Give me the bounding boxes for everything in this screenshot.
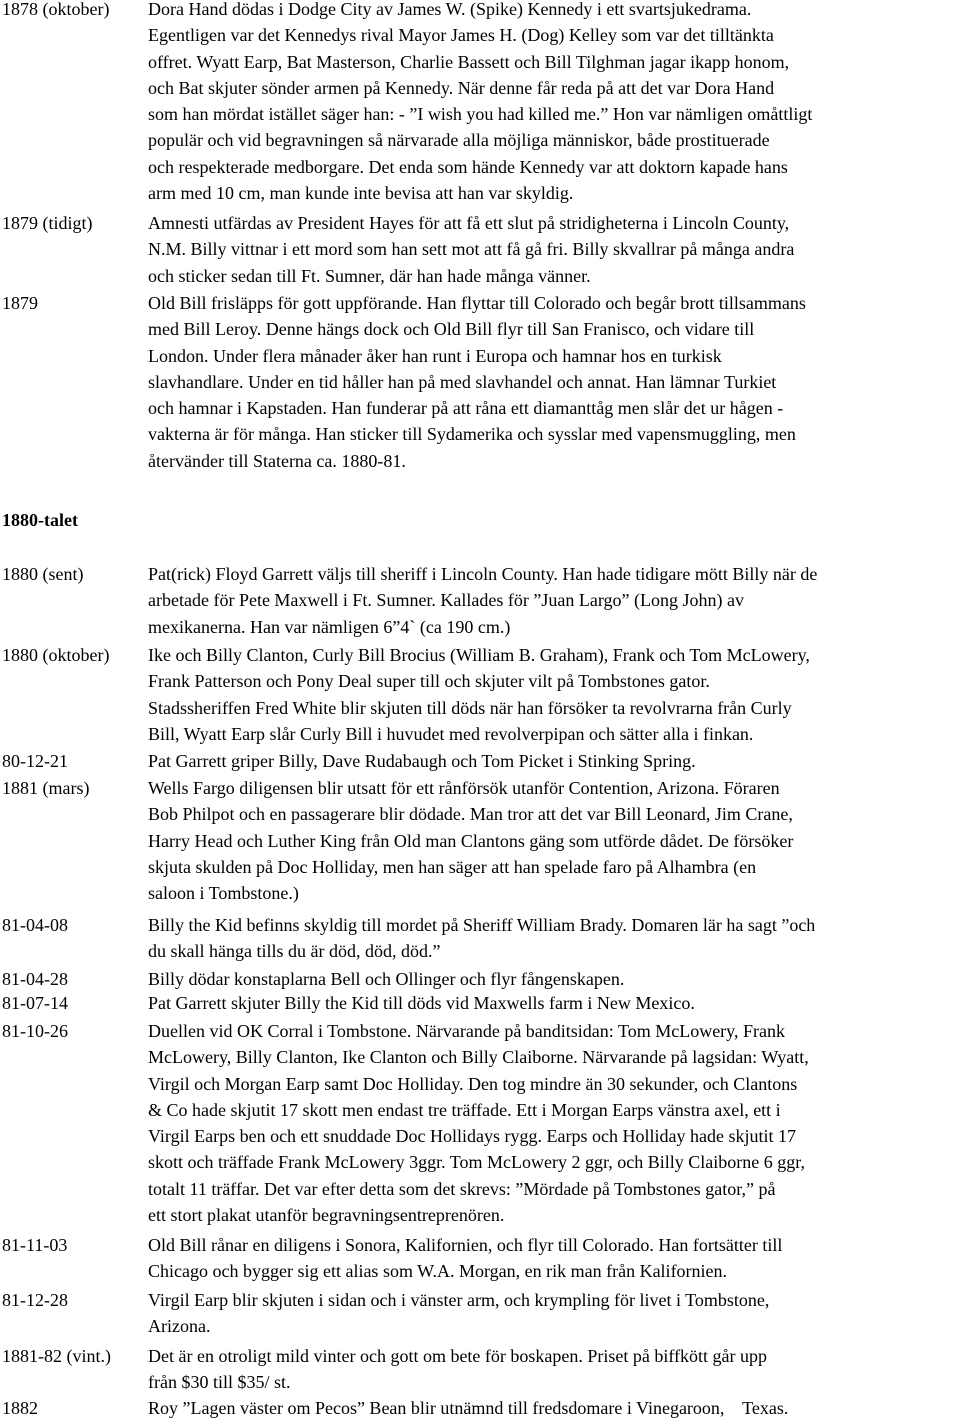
entry-text-line: Dora Hand dödas i Dodge City av James W. (Spike) Kennedy i ett svartsjukedrama.: [148, 0, 752, 19]
entry-text-line: Virgil och Morgan Earp samt Doc Holliday. Den tog mindre än 30 sekunder, och Clantons: [148, 1073, 798, 1094]
timeline-entry: [0, 1232, 960, 1285]
entry-text: [148, 1395, 948, 1421]
timeline-entry: [0, 290, 960, 474]
timeline-entry: [0, 1343, 960, 1396]
entry-text-line: Duellen vid OK Corral i Tombstone. Närvarande på banditsidan: Tom McLowery, Frank: [148, 1021, 786, 1041]
entry-text: [148, 1287, 948, 1340]
entry-date: 1882: [2, 1398, 38, 1418]
entry-text-line: Old Bill frisläpps för gott uppförande. Han flyttar till Colorado och begår brott tillsammans: [148, 293, 806, 313]
entry-text-line: och sticker sedan till Ft. Sumner, där han hade många vänner.: [148, 265, 591, 286]
entry-text-line: Virgil Earp blir skjuten i sidan och i vänster arm, och krympling för livet i Tombstone,: [148, 1290, 770, 1310]
entry-text-line: återvänder till Staterna ca. 1880-81.: [148, 450, 406, 471]
entry-text-line: du skall hänga tills du är död, död, död.”: [148, 941, 441, 962]
entry-text-line: Old Bill rånar en diligens i Sonora, Kalifornien, och flyr till Colorado. Han fortsätter till: [148, 1235, 783, 1255]
timeline-entry: [0, 1287, 960, 1340]
timeline-entry: [0, 966, 960, 992]
entry-date: 1878 (oktober): [2, 0, 110, 19]
entry-text-line: Egentligen var det Kennedys rival Mayor James H. (Dog) Kelley som var det tilltänkta: [148, 25, 774, 46]
entry-date: 1880 (sent): [2, 564, 84, 584]
entry-text: [148, 290, 948, 474]
entry-text-line: Amnesti utfärdas av President Hayes för att få ett slut på stridigheterna i Lincoln County,: [148, 213, 790, 233]
entry-text-line: Pat Garrett skjuter Billy the Kid till döds vid Maxwells farm i New Mexico.: [148, 993, 695, 1013]
entry-text-line: arm med 10 cm, man kunde inte bevisa att han var skyldig.: [148, 183, 574, 204]
entry-text-line: slavhandlare. Under en tid håller han på med slavhandel och annat. Han lämnar Turkiet: [148, 371, 777, 392]
entry-text-line: N.M. Billy vittnar i ett mord som han sett mot att få gå fri. Billy skvallrar på många andra: [148, 239, 795, 260]
entry-text: [148, 775, 948, 906]
timeline-entry: [0, 1395, 960, 1421]
entry-text-line: London. Under flera månader åker han runt i Europa och hamnar hos en turkisk: [148, 345, 722, 366]
entry-date: 80-12-21: [2, 751, 68, 771]
timeline-entry: [0, 210, 960, 289]
timeline-entry: [0, 561, 960, 640]
entry-date: 1881-82 (vint.): [2, 1346, 111, 1366]
entry-text-line: saloon i Tombstone.): [148, 883, 299, 904]
entry-date: 81-10-26: [2, 1021, 68, 1041]
entry-text: [148, 1343, 948, 1396]
entry-text-line: populär och vid begravningen så närvarade alla möjliga människor, både prostituerade: [148, 130, 770, 151]
entry-text-line: ett stort plakat utanför begravningsentreprenören.: [148, 1205, 505, 1226]
entry-text-line: Bill, Wyatt Earp slår Curly Bill i huvudet med revolverpipan och sätter alla i finkan.: [148, 723, 754, 744]
entry-date: 81-04-08: [2, 915, 68, 935]
entry-text: [148, 966, 948, 992]
timeline-entry: [0, 642, 960, 747]
entry-text-line: Pat Garrett griper Billy, Dave Rudabaugh och Tom Picket i Stinking Spring.: [148, 751, 696, 771]
entry-text: [148, 561, 948, 640]
entry-text: [148, 1018, 948, 1228]
entry-text: [148, 990, 948, 1016]
entry-text-line: med Bill Leroy. Denne hängs dock och Old Bill flyr till San Franisco, och vidare till: [148, 319, 755, 340]
timeline-entry: [0, 990, 960, 1016]
entry-text: [148, 642, 948, 747]
entry-text-line: Bob Philpot och en passagerare blir dödade. Man tror att det var Bill Leonard, Jim Crane,: [148, 804, 793, 825]
timeline-entry: [0, 912, 960, 965]
entry-text-line: Chicago och bygger sig ett alias som W.A. Morgan, en rik man från Kalifornien.: [148, 1261, 728, 1282]
entry-text-line: Billy the Kid befinns skyldig till mordet på Sheriff William Brady. Domaren lär ha sagt ”och: [148, 915, 816, 935]
entry-text-line: Roy ”Lagen väster om Pecos” Bean blir utnämnd till fredsdomare i Vinegaroon, Texas.: [148, 1398, 789, 1418]
entry-text-line: från $30 till $35/ st.: [148, 1372, 291, 1393]
entry-text-line: och hamnar i Kapstaden. Han funderar på att råna ett diamanttåg men slår det ur hågen -: [148, 398, 784, 419]
entry-text-line: Billy dödar konstaplarna Bell och Ollinger och flyr fångenskapen.: [148, 969, 625, 989]
entry-date: 81-12-28: [2, 1290, 68, 1310]
entry-text-line: och respekterade medborgare. Det enda som hände Kennedy var att doktorn kapade hans: [148, 156, 788, 177]
section-heading: 1880-talet: [2, 510, 78, 530]
entry-text: [148, 0, 948, 206]
entry-date: 1879 (tidigt): [2, 213, 93, 233]
timeline-entry: [0, 748, 960, 774]
entry-text: [148, 912, 948, 965]
entry-date: 81-04-28: [2, 969, 68, 989]
entry-date: 81-11-03: [2, 1235, 68, 1255]
timeline-entry: [0, 0, 960, 206]
entry-text-line: Pat(rick) Floyd Garrett väljs till sheriff i Lincoln County. Han hade tidigare mött Billy när de: [148, 564, 818, 584]
entry-text-line: Virgil Earps ben och ett snuddade Doc Hollidays rygg. Earps och Holliday hade skjutit 17: [148, 1126, 796, 1147]
entry-text-line: Det är en otroligt mild vinter och gott om bete för boskapen. Priset på biffkött går upp: [148, 1346, 768, 1366]
entry-text: [148, 210, 948, 289]
entry-text-line: Stadssheriffen Fred White blir skjuten till döds när han försöker ta revolvrarna från Curly: [148, 697, 792, 718]
entry-text: [148, 1232, 948, 1285]
entry-text-line: totalt 11 träffar. Det var efter detta som det skrevs: ”Mördade på Tombstones gator,” på: [148, 1178, 776, 1199]
entry-text-line: Ike och Billy Clanton, Curly Bill Brocius (William B. Graham), Frank och Tom McLowery,: [148, 645, 810, 665]
entry-text-line: Wells Fargo diligensen blir utsatt för ett rånförsök utanför Contention, Arizona. Föraren: [148, 778, 780, 798]
entry-date: 1880 (oktober): [2, 645, 110, 665]
entry-text-line: som han mördat istället säger han: - ”I wish you had killed me.” Hon var nämligen omåttligt: [148, 104, 813, 125]
entry-text-line: arbetade för Pete Maxwell i Ft. Sumner. Kallades för ”Juan Largo” (Long John) av: [148, 590, 744, 611]
entry-text-line: mexikanerna. Han var nämligen 6”4` (ca 190 cm.): [148, 616, 511, 637]
entry-date: 81-07-14: [2, 993, 68, 1013]
entry-date: 1879: [2, 293, 38, 313]
timeline-entry: [0, 1018, 960, 1228]
entry-text-line: skott och träffade Frank McLowery 3ggr. Tom McLowery 2 ggr, och Billy Claiborne 6 ggr,: [148, 1152, 805, 1173]
entry-text-line: Harry Head och Luther King från Old man Clantons gäng som utförde dådet. De försöker: [148, 830, 794, 851]
entry-text-line: och Bat skjuter sönder armen på Kennedy. När denne får reda på att det var Dora Hand: [148, 77, 775, 98]
entry-text: [148, 748, 948, 774]
entry-text-line: skjuta skulden på Doc Holliday, men han säger att han spelade faro på Alhambra (en: [148, 856, 757, 877]
entry-text-line: vakterna är för många. Han sticker till Sydamerika och sysslar med vapensmuggling, men: [148, 424, 796, 445]
entry-text-line: Arizona.: [148, 1316, 211, 1337]
timeline-entry: [0, 775, 960, 906]
entry-date: 1881 (mars): [2, 778, 90, 798]
entry-text-line: McLowery, Billy Clanton, Ike Clanton och Billy Claiborne. Närvarande på lagsidan: Wyatt,: [148, 1047, 809, 1068]
entry-text-line: offret. Wyatt Earp, Bat Masterson, Charlie Bassett och Bill Tilghman jagar ikapp honom,: [148, 51, 790, 72]
entry-text-line: & Co hade skjutit 17 skott men endast tre träffade. Ett i Morgan Earps vänstra axel, ett i: [148, 1099, 781, 1120]
entry-text-line: Frank Patterson och Pony Deal super till och skjuter vilt på Tombstones gator.: [148, 671, 710, 692]
